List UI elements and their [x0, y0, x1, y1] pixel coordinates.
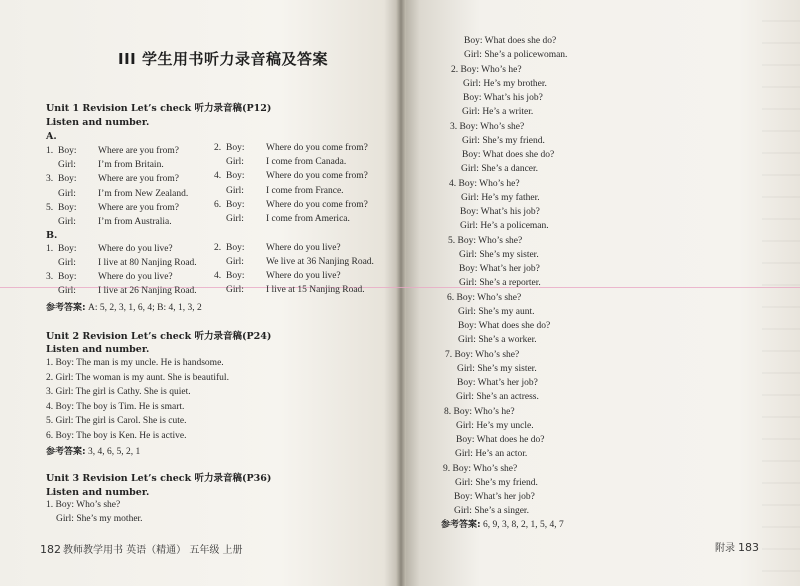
text-line: Boy: What does she do?: [464, 36, 557, 46]
text-line: Boy: What does he do?: [456, 435, 545, 445]
text-line: Girl: She’s my sister.: [457, 363, 537, 374]
speaker: Boy:: [58, 174, 77, 185]
text-line: 5. Boy: Who’s she?: [448, 235, 523, 246]
utterance: I live at 15 Nanjing Road.: [266, 285, 365, 295]
utterance: Where do you live?: [266, 243, 341, 253]
footer-text: 教师教学用书 英语（精通） 五年级 上册: [63, 545, 243, 556]
answer-text: A: 5, 2, 3, 1, 6, 4; B: 4, 1, 3, 2: [85, 303, 202, 313]
text-line: Girl: She’s my mother.: [56, 514, 143, 524]
text-line: Girl: She’s a policewoman.: [464, 50, 568, 61]
dialogue-line: [46, 217, 172, 227]
book-gutter: [396, 0, 406, 586]
item-number: 1.: [46, 146, 54, 156]
unit3-heading: Unit 3 Revision Let’s check 听力录音稿(P36): [46, 473, 272, 484]
unit3-instruction: Listen and number.: [46, 487, 150, 498]
item-number: 3.: [46, 174, 54, 185]
utterance: I come from France.: [266, 185, 344, 196]
dialogue-line: [46, 174, 179, 184]
left-footer: [40, 541, 243, 556]
answer-text: 6, 9, 3, 8, 2, 1, 5, 4, 7: [480, 520, 564, 530]
page-number: 183: [738, 541, 759, 554]
item-number: 4.: [214, 271, 222, 281]
item-number: 2.: [214, 243, 222, 253]
utterance: Where do you live?: [98, 272, 173, 282]
dialogue-line: [214, 271, 341, 281]
answer-text: 3, 4, 6, 5, 2, 1: [85, 447, 141, 457]
text-line: 3. Girl: The girl is Cathy. She is quiet.: [46, 387, 191, 397]
text-line: Girl: He’s my uncle.: [456, 420, 534, 431]
page-number: 182: [40, 543, 61, 556]
speaker: Girl:: [226, 185, 244, 196]
dialogue-line: [214, 200, 368, 210]
text-line: Girl: He’s a policeman.: [460, 221, 549, 232]
text-line: 4. Boy: Who’s he?: [449, 178, 520, 189]
text-line: Boy: What’s her job?: [459, 264, 540, 274]
item-number: 4.: [214, 171, 222, 182]
unit1-instruction: Listen and number.: [46, 117, 150, 128]
utterance: I come from Canada.: [266, 157, 347, 168]
utterance: Where do you come from?: [266, 171, 368, 182]
dialogue-line: [214, 214, 350, 224]
text-line: Girl: She’s a reporter.: [459, 278, 541, 289]
speaker: Boy:: [58, 244, 77, 254]
utterance: I’m from New Zealand.: [98, 188, 189, 199]
item-number: 2.: [214, 143, 222, 153]
dialogue-line: [214, 186, 344, 196]
item-number: 1.: [46, 244, 54, 254]
utterance: Where do you live?: [266, 271, 341, 281]
speaker: Boy:: [226, 171, 245, 182]
text-line: Boy: What’s his job?: [463, 93, 543, 103]
unit2-instruction: Listen and number.: [46, 344, 150, 355]
utterance: We live at 36 Nanjing Road.: [266, 257, 374, 267]
dialogue-line: [46, 244, 173, 254]
dialogue-line: [214, 285, 365, 295]
text-line: 6. Boy: The boy is Ken. He is active.: [46, 430, 187, 441]
item-number: 5.: [46, 202, 54, 213]
speaker: Girl:: [226, 214, 244, 224]
dialogue-line: [214, 257, 374, 267]
speaker: Girl:: [58, 286, 76, 296]
speaker: Boy:: [226, 143, 245, 153]
speaker: Girl:: [58, 188, 76, 199]
utterance: Where are you from?: [98, 174, 179, 185]
speaker: Girl:: [226, 257, 244, 267]
utterance: I come from America.: [266, 214, 350, 224]
text-line: Girl: She’s a worker.: [458, 335, 537, 346]
text-line: 8. Boy: Who’s he?: [444, 406, 515, 417]
text-line: 9. Boy: Who’s she?: [443, 463, 518, 474]
text-line: 7. Boy: Who’s she?: [445, 349, 520, 360]
dialogue-line: [46, 189, 188, 199]
text-line: Boy: What’s her job?: [454, 492, 535, 502]
speaker: Girl:: [226, 285, 244, 295]
dialogue-line: [214, 143, 368, 153]
speaker: Girl:: [226, 157, 244, 168]
dialogue-line: [46, 146, 179, 156]
speaker: Boy:: [226, 243, 245, 253]
page-edge-shadow: [762, 0, 800, 586]
item-number: 6.: [214, 199, 222, 210]
text-line: 4. Boy: The boy is Tim. He is smart.: [46, 401, 185, 412]
utterance: I’m from Australia.: [98, 217, 172, 227]
dialogue-line: [214, 157, 346, 167]
utterance: I’m from Britain.: [98, 160, 164, 171]
text-line: Girl: She’s my aunt.: [458, 306, 535, 317]
speaker: Boy:: [58, 272, 77, 282]
right-footer: [715, 539, 759, 554]
right-answer: [441, 517, 564, 530]
dialogue-line: [214, 243, 341, 253]
text-line: 1. Boy: Who’s she?: [46, 500, 121, 510]
text-line: 1. Boy: The man is my uncle. He is handsome.: [46, 358, 224, 368]
text-line: 2. Girl: The woman is my aunt. She is beautiful.: [46, 372, 229, 383]
answer-label: 参考答案:: [46, 303, 86, 313]
dialogue-line: [46, 258, 197, 268]
text-line: 2. Boy: Who’s he?: [451, 64, 522, 75]
text-line: 6. Boy: Who’s she?: [447, 292, 522, 303]
item-number: 3.: [46, 272, 54, 282]
text-line: Girl: She’s my friend.: [462, 135, 545, 146]
unit1-partA-label: A.: [46, 131, 57, 142]
unit2-answer: [46, 444, 140, 457]
text-line: Girl: He’s a writer.: [462, 107, 534, 118]
text-line: Girl: He’s my brother.: [463, 78, 547, 89]
speaker: Boy:: [226, 199, 245, 210]
unit1-answer: [46, 300, 202, 313]
utterance: Where do you come from?: [266, 143, 368, 153]
footer-label: 附录: [715, 543, 735, 554]
speaker: Girl:: [58, 160, 76, 171]
speaker: Boy:: [58, 146, 77, 156]
text-line: Girl: She’s my friend.: [455, 477, 538, 488]
utterance: Where are you from?: [98, 146, 179, 156]
unit1-partB-label: B.: [46, 230, 58, 241]
text-line: Girl: She’s a singer.: [454, 506, 529, 517]
dialogue-line: [46, 160, 164, 170]
text-line: Girl: He’s my father.: [461, 192, 540, 203]
page-title: III 学生用书听力录音稿及答案: [118, 50, 328, 68]
dialogue-line: [46, 272, 173, 282]
unit1-heading: Unit 1 Revision Let’s check 听力录音稿(P12): [46, 103, 272, 114]
text-line: Girl: He’s an actor.: [455, 449, 528, 460]
utterance: Where do you come from?: [266, 199, 368, 210]
text-line: Boy: What’s her job?: [457, 378, 538, 388]
dialogue-line: [46, 286, 197, 296]
speaker: Girl:: [58, 217, 76, 227]
text-line: Girl: She’s my sister.: [459, 249, 539, 260]
answer-label: 参考答案:: [441, 520, 481, 530]
utterance: I live at 26 Nanjing Road.: [98, 286, 197, 296]
unit2-heading: Unit 2 Revision Let’s check 听力录音稿(P24): [46, 331, 272, 342]
text-line: 3. Boy: Who’s she?: [450, 121, 525, 132]
speaker: Boy:: [226, 271, 245, 281]
dialogue-line: [214, 171, 368, 181]
text-line: Girl: She’s a dancer.: [461, 164, 539, 175]
text-line: Boy: What does she do?: [458, 321, 551, 331]
utterance: Where are you from?: [98, 202, 179, 213]
text-line: Girl: She’s an actress.: [456, 392, 539, 403]
dialogue-line: [46, 203, 179, 213]
text-line: Boy: What does she do?: [462, 150, 555, 160]
answer-label: 参考答案:: [46, 447, 86, 457]
speaker: Girl:: [58, 258, 76, 268]
text-line: 5. Girl: The girl is Carol. She is cute.: [46, 416, 187, 426]
speaker: Boy:: [58, 202, 77, 213]
utterance: I live at 80 Nanjing Road.: [98, 258, 197, 268]
utterance: Where do you live?: [98, 244, 173, 254]
text-line: Boy: What’s his job?: [460, 207, 540, 217]
